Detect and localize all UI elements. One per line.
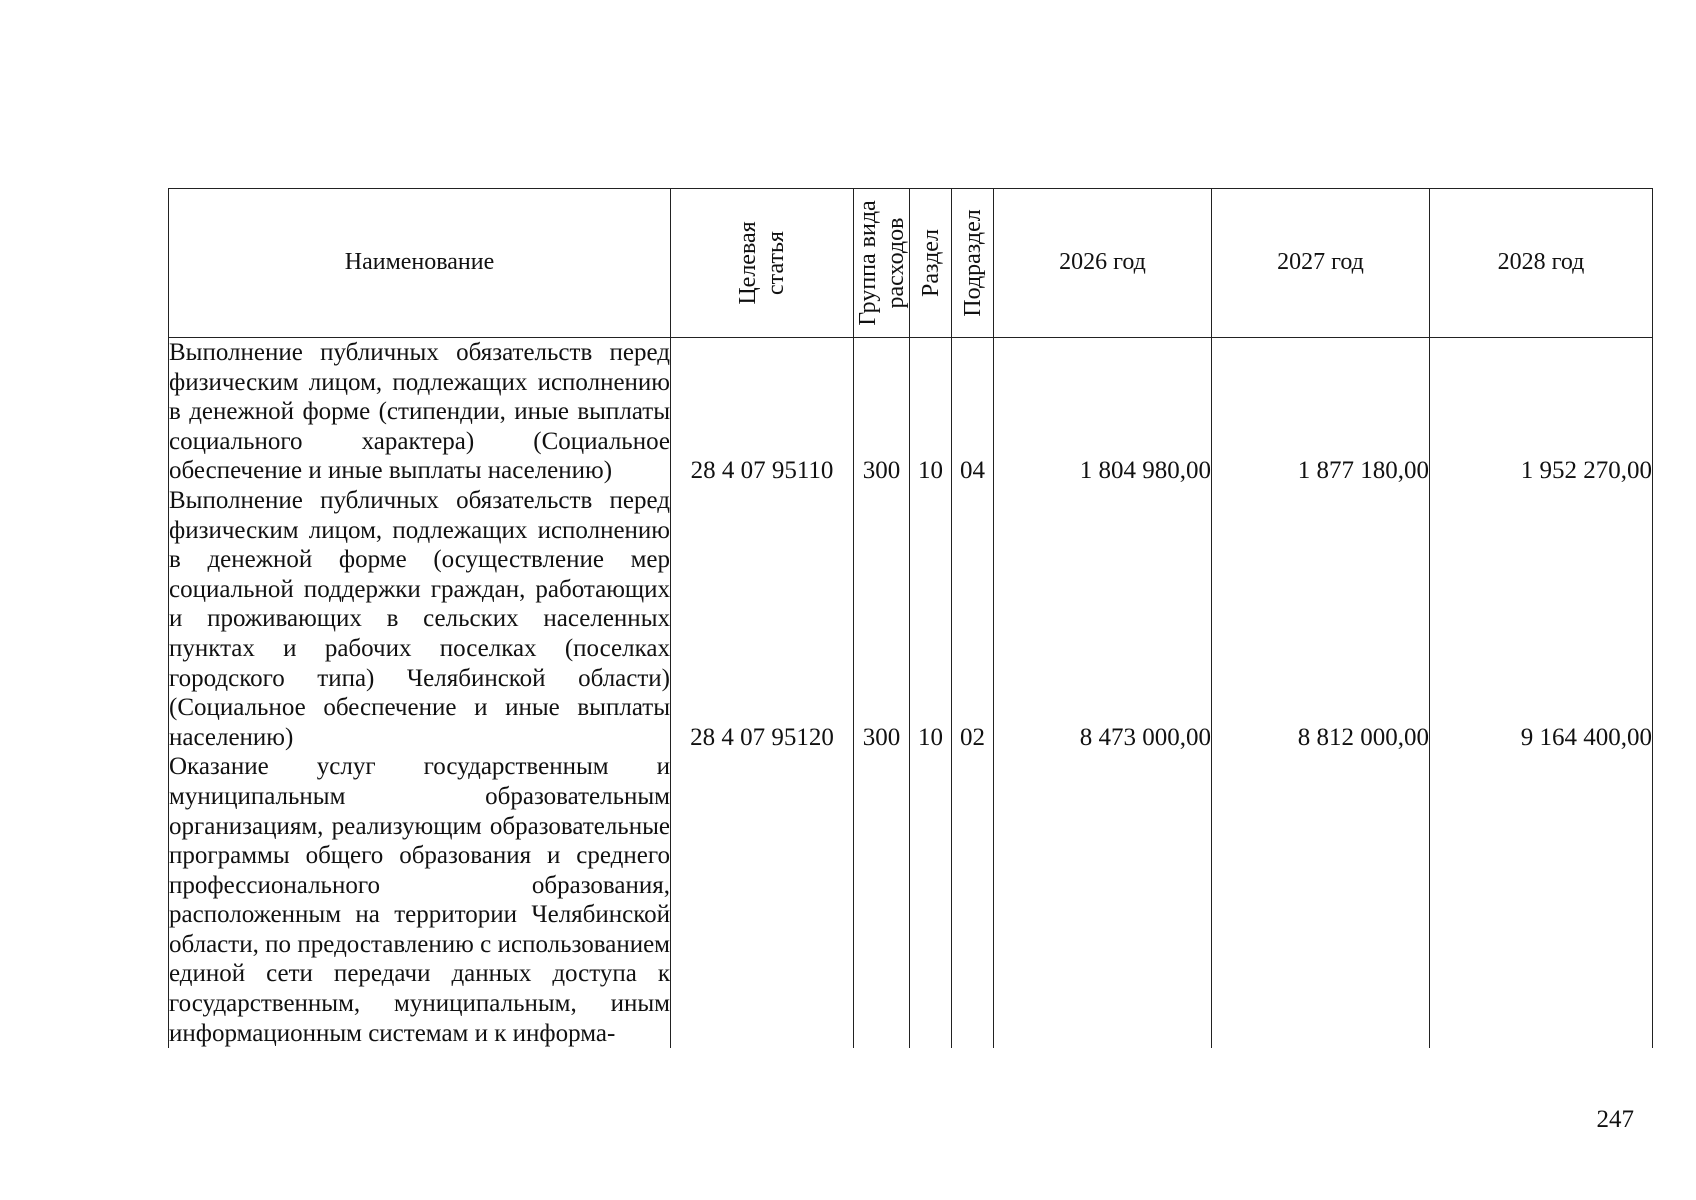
header-section-label: Раздел [917,229,944,297]
row-2027: 8 812 000,00 [1212,486,1430,752]
header-name [169,189,671,338]
header-group-line2: расходов [882,217,909,309]
row-section [910,752,952,1048]
header-2028-label: 2028 год [1497,249,1585,276]
row-name: Оказание услуг государственным и муниципальным образовательным организациям, реализующим образовательные программы общего образования и среднего профессионального образования, расположенным на территории Челябинской области, по предоставлению с использованием единой сети передачи данных доступа к государственным, муниципальным, иным информационным системам и к информа- [169,753,670,1047]
header-group-line1: Группа вида [854,200,881,326]
row-section: 10 [910,486,952,752]
row-2027: 1 877 180,00 [1212,338,1430,486]
row-name: Выполнение публичных обязательств перед физическим лицом, подлежащих исполнению в денежной форме (стипендии, иные выплаты социального характера) (Социальное обеспечение и иные выплаты населению) [169,339,670,485]
row-section: 10 [910,338,952,486]
table-row [169,752,1653,1048]
header-target-line2: статья [763,231,789,295]
header-2026 [994,189,1212,338]
row-expense-group: 300 [854,338,910,486]
header-section [910,189,952,338]
header-2027-label: 2027 год [1277,249,1364,276]
row-subsection [952,752,994,1048]
page-number: 247 [1596,1106,1634,1133]
budget-table [168,188,1653,1048]
row-expense-group [854,752,910,1048]
header-2026-label: 2026 год [1059,249,1146,276]
header-2027 [1212,189,1430,338]
row-2026 [994,752,1212,1048]
row-target-article: 28 4 07 95110 [671,338,854,486]
row-2026: 1 804 980,00 [994,338,1212,486]
header-subsection [952,189,994,338]
row-target-article: 28 4 07 95120 [671,486,854,752]
row-2027 [1212,752,1430,1048]
header-target-line1: Целевая [735,221,761,305]
row-2028 [1430,752,1653,1048]
header-expense-group [854,189,910,338]
row-2028: 1 952 270,00 [1430,338,1653,486]
table-header-row [169,189,1653,338]
row-subsection: 02 [952,486,994,752]
row-subsection: 04 [952,338,994,486]
header-target-article [671,189,854,338]
header-subsection-label: Подраздел [959,209,986,317]
table-row [169,486,1653,752]
table-row [169,338,1653,486]
row-2028: 9 164 400,00 [1430,486,1653,752]
row-2026: 8 473 000,00 [994,486,1212,752]
header-name-label: Наименование [344,249,495,276]
header-2028 [1430,189,1653,338]
row-target-article [671,752,854,1048]
row-name: Выполнение публичных обязательств перед физическим лицом, подлежащих исполнению в денежной форме (осуществление мер социальной поддержки граждан, работающих и проживающих в сельских населенных пунктах и рабочих поселках (поселках городского типа) Челябинской области) (Социальное обеспечение и иные выплаты населению) [169,486,670,751]
row-expense-group: 300 [854,486,910,752]
